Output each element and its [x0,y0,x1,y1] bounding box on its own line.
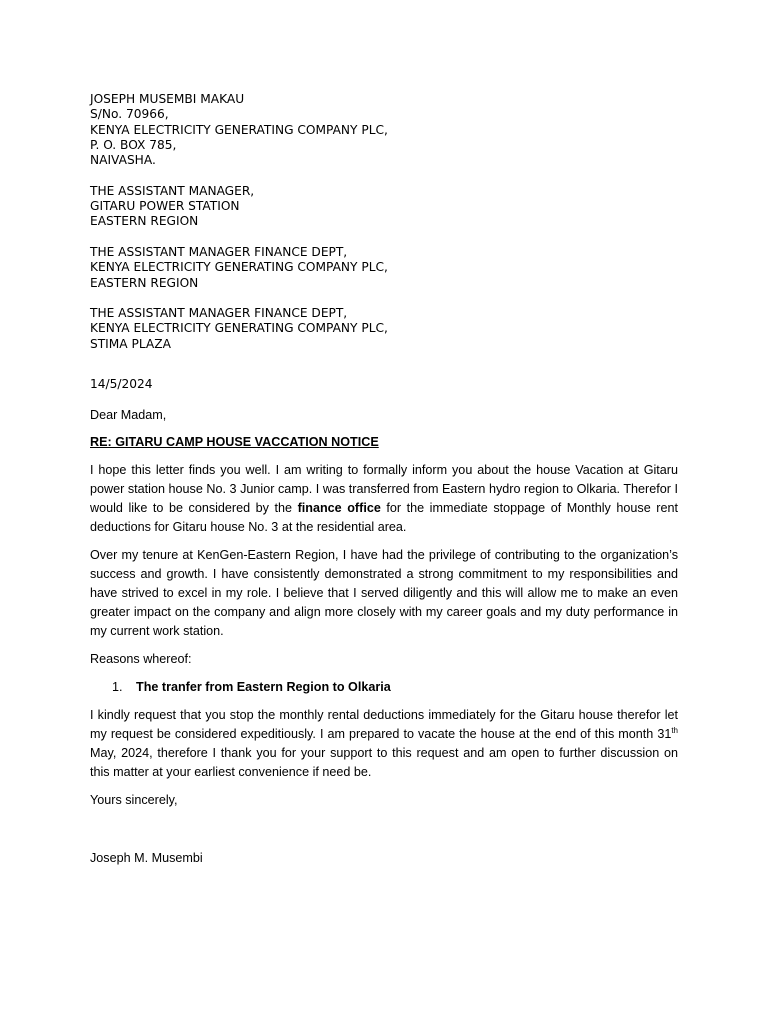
reasons-intro: Reasons whereof: [90,652,192,667]
recipient-address-3 [90,306,678,352]
sender-name: JOSEPH MUSEMBI MAKAU [90,92,245,106]
sender-po-box: P. O. BOX 785, [90,137,177,152]
bold-phrase: finance office [297,501,381,516]
sender-address [90,92,678,168]
list-item [90,678,678,697]
sender-company: KENYA ELECTRICITY GENERATING COMPANY PLC, [90,122,388,137]
recipient-line: EASTERN REGION [90,214,199,229]
paragraph-text: I kindly request that you stop the monthly rental deductions immediately for the Gitaru house therefor let my request be considered expeditiously. I am prepared to vacate the house at the end of this month 31 [90,708,678,742]
sender-staff-number: S/No. 70966, [90,107,169,122]
recipient-line: KENYA ELECTRICITY GENERATING COMPANY PLC, [90,260,388,275]
paragraph-text: I hope this letter finds you well. I am writing to formally inform you about the house Vacation at Gitaru power station house No. 3 Junior camp. I was transferred from Eastern hydro region to Olkaria. Therefor I would like to be considered by the [90,463,678,516]
paragraph-intro [90,461,678,537]
paragraph-tenure: Over my tenure at KenGen-Eastern Region, I have had the privilege of contributing to the organization’s success and growth. I have consistently demonstrated a strong commitment to my responsibilities and have strived to excel in my role. I believe that I served diligently and this will allow me to make an even greater impact on the company and align more closely with my career goals and my duty performance in my current work station. [90,548,678,639]
subject-line: RE: GITARU CAMP HOUSE VACCATION NOTICE [90,435,379,450]
recipient-address-1 [90,184,678,230]
letter-date: 14/5/2024 [90,377,153,392]
recipient-line: KENYA ELECTRICITY GENERATING COMPANY PLC, [90,321,388,336]
recipient-line: THE ASSISTANT MANAGER FINANCE DEPT, [90,244,348,259]
paragraph-text: for the immediate stoppage of Monthly house rent deductions for Gitaru house No. 3 at the residential area. [90,501,678,535]
recipient-line: THE ASSISTANT MANAGER, [90,183,255,198]
sender-town: NAIVASHA. [90,153,156,168]
list-number: 1. [112,680,123,695]
paragraph-request [90,706,678,782]
recipient-address-2 [90,245,678,291]
ordinal-suffix: th [671,726,678,736]
reasons-list [90,678,678,697]
closing-line: Yours sincerely, [90,793,178,808]
letter-page [90,92,678,868]
paragraph-text: May, 2024, therefore I thank you for your support to this request and am open to further discussion on this matter at your earliest convenience if need be. [90,746,678,780]
recipient-line: GITARU POWER STATION [90,199,240,214]
salutation: Dear Madam, [90,408,167,423]
recipient-line: EASTERN REGION [90,275,199,290]
signature-name: Joseph M. Musembi [90,851,203,866]
list-item-text: The tranfer from Eastern Region to Olkaria [136,680,391,695]
recipient-line: THE ASSISTANT MANAGER FINANCE DEPT, [90,306,348,321]
recipient-line: STIMA PLAZA [90,336,171,351]
